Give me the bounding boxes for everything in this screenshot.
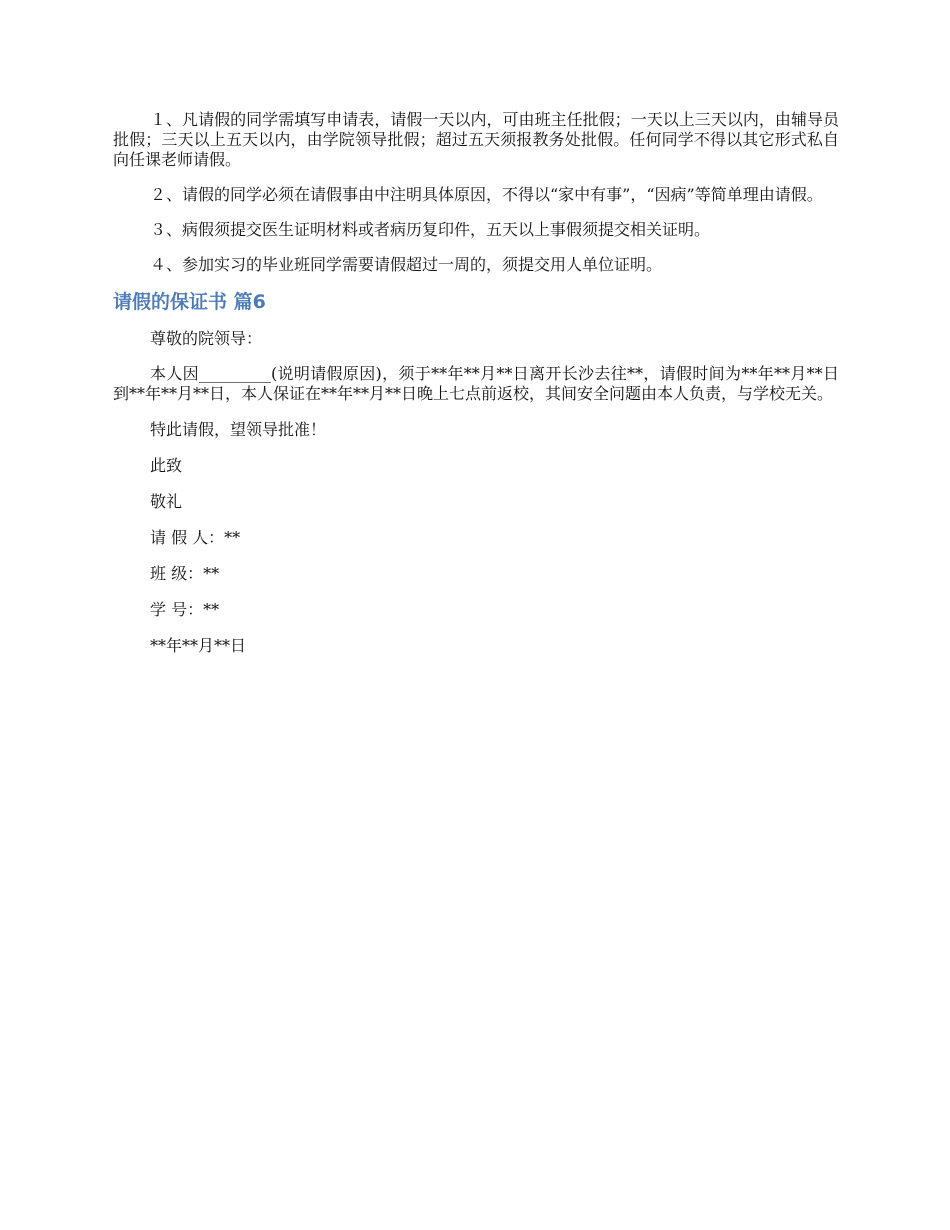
- letter-applicant: 请 假 人：**: [150, 528, 241, 547]
- rule-paragraph-1: １、凡请假的同学需填写申请表，请假一天以内，可由班主任批假；一天以上三天以内，由辅导员批假；三天以上五天以内，由学院领导批假；超过五天须报教务处批假。任何同学不得以其它形式私自向任课老师请假。: [113, 110, 839, 169]
- letter-request: 特此请假，望领导批准！: [150, 420, 327, 439]
- rule-paragraph-2: ２、请假的同学必须在请假事由中注明具体原因，不得以“家中有事”，“因病”等简单理由请假。: [150, 185, 823, 204]
- letter-date: **年**月**日: [150, 636, 247, 655]
- letter-salutation: 尊敬的院领导：: [150, 329, 263, 348]
- rule-paragraph-3: ３、病假须提交医生证明材料或者病历复印件，五天以上事假须提交相关证明。: [150, 220, 711, 239]
- section-heading: 请假的保证书 篇6: [113, 291, 266, 313]
- rule-paragraph-4: ４、参加实习的毕业班同学需要请假超过一周的，须提交用人单位证明。: [150, 255, 663, 274]
- document-page: [113, 110, 839, 671]
- letter-class: 班 级：**: [150, 564, 220, 583]
- letter-closing-1: 此致: [150, 456, 183, 475]
- letter-body: 本人因_________(说明请假原因)，须于**年**月**日离开长沙去往**，请假时间为**年**月**日到**年**月**日，本人保证在**年**月**日晚上七点前返校，其间安全问题由本人负责，与学校无关。: [113, 364, 839, 403]
- letter-closing-2: 敬礼: [150, 492, 183, 511]
- letter-student-id: 学 号：**: [150, 600, 220, 619]
